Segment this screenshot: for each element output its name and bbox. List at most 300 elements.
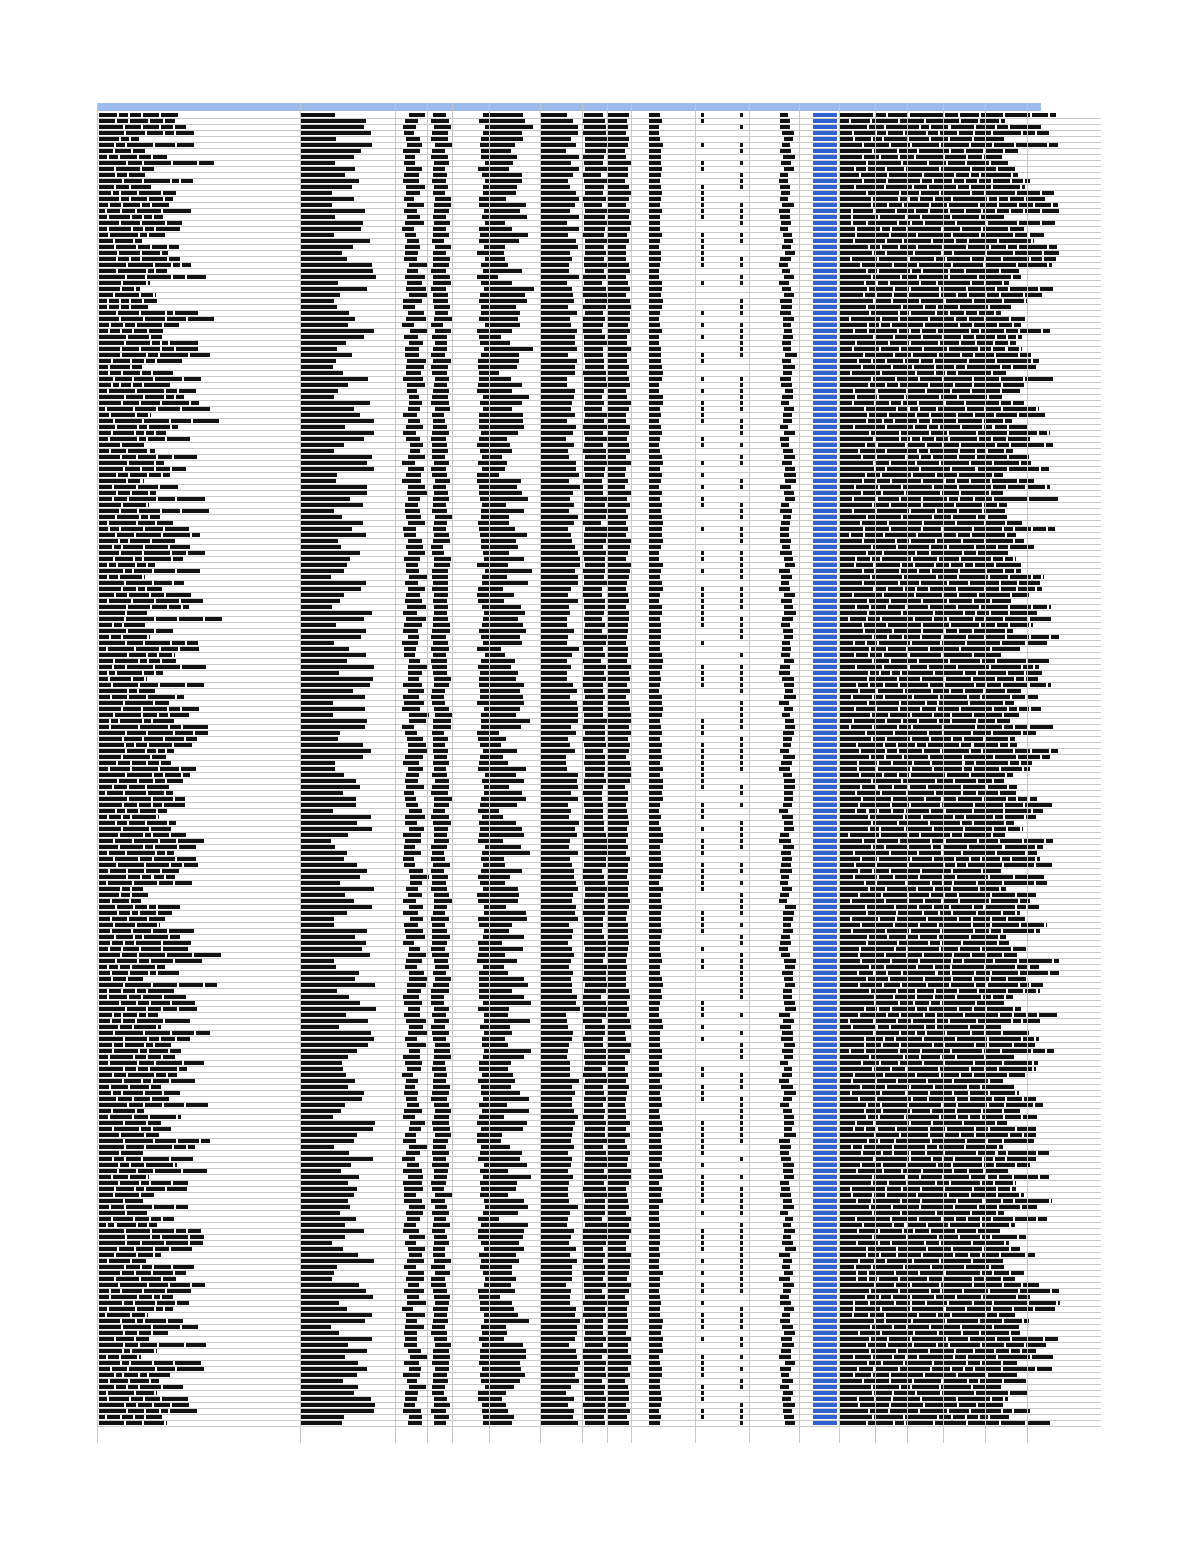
hyperlink-cell[interactable] [813,725,837,729]
hyperlink-cell[interactable] [813,359,837,363]
hyperlink-cell[interactable] [813,347,837,351]
text-glyphs [301,641,334,645]
text-glyphs [146,1163,173,1167]
number-glyphs [782,341,791,345]
hyperlink-cell[interactable] [813,389,837,393]
text-glyphs [997,719,1010,723]
hyperlink-cell[interactable] [813,635,837,639]
hyperlink-cell[interactable] [813,863,837,867]
hyperlink-cell[interactable] [813,131,837,135]
text-glyphs [840,191,866,195]
number-glyphs [783,449,793,453]
text-glyphs [480,827,522,831]
text-glyphs [118,311,140,315]
hyperlink-cell[interactable] [813,797,837,801]
hyperlink-cell[interactable] [813,1151,837,1155]
text-glyphs [953,1163,981,1167]
hyperlink-cell[interactable] [813,545,837,549]
hyperlink-cell[interactable] [813,407,837,411]
number-glyphs [649,923,661,927]
hyperlink-cell[interactable] [813,611,837,615]
hyperlink-cell[interactable] [813,965,837,969]
hyperlink-cell[interactable] [813,305,837,309]
text-glyphs [301,155,354,159]
number-glyphs [432,1187,444,1191]
hyperlink-cell[interactable] [813,335,837,339]
text-glyphs [119,113,128,117]
text-glyphs [110,203,122,207]
hyperlink-cell[interactable] [813,1001,837,1005]
text-glyphs [149,1223,156,1227]
hyperlink-cell[interactable] [813,179,837,183]
text-glyphs [946,839,977,843]
text-glyphs [840,1193,851,1197]
hyperlink-cell[interactable] [813,491,837,495]
hyperlink-cell[interactable] [813,461,837,465]
hyperlink-cell[interactable] [813,209,837,213]
hyperlink-cell[interactable] [813,539,837,543]
text-glyphs [125,1121,146,1125]
text-glyphs [541,797,578,801]
hyperlink-cell[interactable] [813,905,837,909]
hyperlink-cell[interactable] [813,701,837,705]
hyperlink-cell[interactable] [813,503,837,507]
text-glyphs [946,677,971,681]
number-glyphs [782,131,793,135]
hyperlink-cell[interactable] [813,1019,837,1023]
hyperlink-cell[interactable] [813,191,837,195]
hyperlink-cell[interactable] [813,845,837,849]
text-glyphs [99,233,108,237]
number-glyphs [779,671,790,675]
text-glyphs [928,983,950,987]
hyperlink-cell[interactable] [813,1187,837,1191]
text-glyphs [925,221,955,225]
hyperlink-cell[interactable] [813,1067,837,1071]
number-glyphs [701,569,704,573]
text-glyphs [584,161,603,165]
text-glyphs [911,287,939,291]
hyperlink-cell[interactable] [813,665,837,669]
hyperlink-cell[interactable] [813,323,837,327]
number-glyphs [433,419,445,423]
hyperlink-cell[interactable] [813,755,837,759]
hyperlink-cell[interactable] [813,923,837,927]
text-glyphs [972,533,1005,537]
hyperlink-cell[interactable] [813,599,837,603]
hyperlink-cell[interactable] [813,203,837,207]
hyperlink-cell[interactable] [813,653,837,657]
number-glyphs [433,863,450,867]
hyperlink-cell[interactable] [813,947,837,951]
text-glyphs [111,1205,124,1209]
hyperlink-cell[interactable] [813,551,837,555]
hyperlink-cell[interactable] [813,761,837,765]
hyperlink-cell[interactable] [813,401,837,405]
hyperlink-cell[interactable] [813,113,837,117]
hyperlink-cell[interactable] [813,569,837,573]
hyperlink-cell[interactable] [813,143,837,147]
hyperlink-cell[interactable] [813,773,837,777]
text-glyphs [161,647,177,651]
number-glyphs [403,1139,416,1143]
hyperlink-cell[interactable] [813,827,837,831]
text-glyphs [1019,413,1045,417]
hyperlink-cell[interactable] [813,857,837,861]
hyperlink-cell[interactable] [813,983,837,987]
hyperlink-cell[interactable] [813,1229,837,1233]
hyperlink-cell[interactable] [813,1031,837,1035]
hyperlink-cell[interactable] [813,671,837,675]
hyperlink-cell[interactable] [813,413,837,417]
hyperlink-cell[interactable] [813,1181,837,1185]
hyperlink-cell[interactable] [813,881,837,885]
hyperlink-cell[interactable] [813,1037,837,1041]
hyperlink-cell[interactable] [813,167,837,171]
text-glyphs [840,599,867,603]
hyperlink-cell[interactable] [813,557,837,561]
hyperlink-cell[interactable] [813,1013,837,1017]
text-glyphs [963,335,974,339]
text-glyphs [99,809,115,813]
hyperlink-cell[interactable] [813,587,837,591]
hyperlink-cell[interactable] [813,1103,837,1107]
text-glyphs [157,521,172,525]
hyperlink-cell[interactable] [813,173,837,177]
hyperlink-cell[interactable] [813,395,837,399]
text-glyphs [919,149,949,153]
text-glyphs [840,857,860,861]
number-glyphs [406,167,422,171]
hyperlink-cell[interactable] [813,1061,837,1065]
hyperlink-cell[interactable] [813,1091,837,1095]
hyperlink-cell[interactable] [813,911,837,915]
text-glyphs [887,251,913,255]
hyperlink-cell[interactable] [813,227,837,231]
hyperlink-cell[interactable] [813,1265,837,1269]
number-glyphs [701,923,704,927]
text-glyphs [1013,1019,1022,1023]
text-glyphs [114,1157,124,1161]
text-glyphs [1011,1271,1025,1275]
text-glyphs [541,113,567,117]
hyperlink-cell[interactable] [813,737,837,741]
hyperlink-cell[interactable] [813,887,837,891]
text-glyphs [911,773,945,777]
hyperlink-cell[interactable] [813,779,837,783]
hyperlink-cell[interactable] [813,257,837,261]
hyperlink-cell[interactable] [813,977,837,981]
hyperlink-cell[interactable] [813,929,837,933]
text-glyphs [993,1217,1012,1221]
hyperlink-cell[interactable] [813,1079,837,1083]
number-glyphs [404,1187,422,1191]
hyperlink-cell[interactable] [813,875,837,879]
hyperlink-cell[interactable] [813,1223,837,1227]
text-glyphs [143,713,157,717]
hyperlink-cell[interactable] [813,449,837,453]
text-glyphs [301,809,333,813]
hyperlink-cell[interactable] [813,683,837,687]
text-glyphs [900,317,928,321]
text-glyphs [149,743,172,747]
hyperlink-cell[interactable] [813,455,837,459]
hyperlink-cell[interactable] [813,851,837,855]
hyperlink-cell[interactable] [813,815,837,819]
hyperlink-cell[interactable] [813,1241,837,1245]
text-glyphs [301,1199,348,1203]
hyperlink-cell[interactable] [813,479,837,483]
hyperlink-cell[interactable] [813,509,837,513]
number-glyphs [740,179,743,183]
hyperlink-cell[interactable] [813,581,837,585]
hyperlink-cell[interactable] [813,1271,837,1275]
hyperlink-cell[interactable] [813,1211,837,1215]
text-glyphs [990,305,1011,309]
text-glyphs [301,197,354,201]
hyperlink-cell[interactable] [813,119,837,123]
hyperlink-cell[interactable] [813,311,837,315]
hyperlink-cell[interactable] [813,1055,837,1059]
hyperlink-cell[interactable] [813,221,837,225]
hyperlink-cell[interactable] [813,803,837,807]
hyperlink-cell[interactable] [813,767,837,771]
text-glyphs [541,371,575,375]
hyperlink-cell[interactable] [813,1169,837,1173]
hyperlink-cell[interactable] [813,239,837,243]
text-glyphs [151,335,161,339]
hyperlink-cell[interactable] [813,467,837,471]
hyperlink-cell[interactable] [813,329,837,333]
hyperlink-cell[interactable] [813,521,837,525]
hyperlink-cell[interactable] [813,1025,837,1029]
text-glyphs [607,149,625,153]
hyperlink-cell[interactable] [813,989,837,993]
hyperlink-cell[interactable] [813,263,837,267]
hyperlink-cell[interactable] [813,485,837,489]
hyperlink-cell[interactable] [813,197,837,201]
hyperlink-cell[interactable] [813,185,837,189]
hyperlink-cell[interactable] [813,617,837,621]
hyperlink-cell[interactable] [813,1097,837,1101]
text-glyphs [301,281,338,285]
hyperlink-cell[interactable] [813,1073,837,1077]
hyperlink-cell[interactable] [813,689,837,693]
text-glyphs [182,509,209,513]
hyperlink-cell[interactable] [813,251,837,255]
hyperlink-cell[interactable] [813,1043,837,1047]
number-glyphs [409,971,424,975]
hyperlink-cell[interactable] [813,1259,837,1263]
text-glyphs [960,113,979,117]
text-glyphs [172,179,178,183]
hyperlink-cell[interactable] [813,629,837,633]
hyperlink-cell[interactable] [813,215,837,219]
hyperlink-cell[interactable] [813,1253,837,1257]
hyperlink-cell[interactable] [813,299,837,303]
text-glyphs [99,431,111,435]
hyperlink-cell[interactable] [813,1049,837,1053]
text-glyphs [99,965,107,969]
hyperlink-cell[interactable] [813,971,837,975]
number-glyphs [649,1109,659,1113]
hyperlink-cell[interactable] [813,995,837,999]
hyperlink-cell[interactable] [813,695,837,699]
hyperlink-cell[interactable] [813,707,837,711]
hyperlink-cell[interactable] [813,941,837,945]
hyperlink-cell[interactable] [813,353,837,357]
hyperlink-cell[interactable] [813,473,837,477]
hyperlink-cell[interactable] [813,245,837,249]
hyperlink-cell[interactable] [813,149,837,153]
hyperlink-cell[interactable] [813,527,837,531]
text-glyphs [584,797,603,801]
text-glyphs [132,359,144,363]
text-glyphs [607,707,630,711]
text-glyphs [907,443,925,447]
text-glyphs [869,599,889,603]
hyperlink-cell[interactable] [813,1115,837,1119]
number-glyphs [408,497,420,501]
number-glyphs [701,473,704,477]
hyperlink-cell[interactable] [813,791,837,795]
text-glyphs [123,587,136,591]
hyperlink-cell[interactable] [813,125,837,129]
hyperlink-cell[interactable] [813,371,837,375]
hyperlink-cell[interactable] [813,605,837,609]
hyperlink-cell[interactable] [813,785,837,789]
hyperlink-cell[interactable] [813,731,837,735]
hyperlink-cell[interactable] [813,1139,837,1143]
hyperlink-cell[interactable] [813,713,837,717]
hyperlink-cell[interactable] [813,533,837,537]
text-glyphs [99,851,107,855]
hyperlink-cell[interactable] [813,1007,837,1011]
text-glyphs [898,1019,911,1023]
text-glyphs [963,539,985,543]
hyperlink-cell[interactable] [813,641,837,645]
hyperlink-cell[interactable] [813,917,837,921]
text-glyphs [115,149,131,153]
hyperlink-cell[interactable] [813,431,837,435]
hyperlink-cell[interactable] [813,563,837,567]
hyperlink-cell[interactable] [813,1127,837,1131]
number-glyphs [404,557,419,561]
hyperlink-cell[interactable] [813,1121,837,1125]
text-glyphs [153,797,173,801]
number-glyphs [701,755,704,759]
number-glyphs [740,653,743,657]
hyperlink-cell[interactable] [813,137,837,141]
hyperlink-cell[interactable] [813,341,837,345]
hyperlink-cell[interactable] [813,869,837,873]
hyperlink-cell[interactable] [813,647,837,651]
hyperlink-cell[interactable] [813,437,837,441]
hyperlink-cell[interactable] [813,287,837,291]
text-glyphs [99,659,113,663]
hyperlink-cell[interactable] [813,317,837,321]
text-glyphs [480,293,525,297]
number-glyphs [780,299,792,303]
hyperlink-cell[interactable] [813,1109,837,1113]
text-glyphs [607,839,626,843]
hyperlink-cell[interactable] [813,443,837,447]
hyperlink-cell[interactable] [813,275,837,279]
text-glyphs [584,935,603,939]
hyperlink-cell[interactable] [813,899,837,903]
text-glyphs [953,869,981,873]
hyperlink-cell[interactable] [813,293,837,297]
hyperlink-cell[interactable] [813,1277,837,1281]
hyperlink-cell[interactable] [813,1247,837,1251]
hyperlink-cell[interactable] [813,1217,837,1221]
hyperlink-cell[interactable] [813,623,837,627]
hyperlink-cell[interactable] [813,593,837,597]
hyperlink-cell[interactable] [813,1235,837,1239]
hyperlink-cell[interactable] [813,821,837,825]
text-glyphs [301,413,360,417]
text-glyphs [1017,1163,1030,1167]
hyperlink-cell[interactable] [813,743,837,747]
hyperlink-cell[interactable] [813,1133,837,1137]
text-glyphs [971,479,990,483]
text-glyphs [840,311,869,315]
hyperlink-cell[interactable] [813,419,837,423]
hyperlink-cell[interactable] [813,515,837,519]
hyperlink-cell[interactable] [813,893,837,897]
hyperlink-cell[interactable] [813,1193,837,1197]
hyperlink-cell[interactable] [813,839,837,843]
text-glyphs [477,479,521,483]
hyperlink-cell[interactable] [813,161,837,165]
hyperlink-cell[interactable] [813,1085,837,1089]
hyperlink-cell[interactable] [813,1145,837,1149]
hyperlink-cell[interactable] [813,1163,837,1167]
text-glyphs [941,191,970,195]
hyperlink-cell[interactable] [813,749,837,753]
hyperlink-cell[interactable] [813,377,837,381]
hyperlink-cell[interactable] [813,1175,837,1179]
text-glyphs [99,449,109,453]
hyperlink-cell[interactable] [813,833,837,837]
hyperlink-cell[interactable] [813,281,837,285]
text-glyphs [943,1217,953,1221]
hyperlink-cell[interactable] [813,1205,837,1209]
hyperlink-cell[interactable] [813,155,837,159]
hyperlink-cell[interactable] [813,383,837,387]
hyperlink-cell[interactable] [813,575,837,579]
hyperlink-cell[interactable] [813,1157,837,1161]
number-glyphs [649,941,660,945]
hyperlink-cell[interactable] [813,959,837,963]
hyperlink-cell[interactable] [813,1199,837,1203]
hyperlink-cell[interactable] [813,425,837,429]
hyperlink-cell[interactable] [813,233,837,237]
hyperlink-cell[interactable] [813,269,837,273]
hyperlink-cell[interactable] [813,365,837,369]
text-glyphs [924,173,955,177]
hyperlink-cell[interactable] [813,497,837,501]
hyperlink-cell[interactable] [813,935,837,939]
hyperlink-cell[interactable] [813,809,837,813]
hyperlink-cell[interactable] [813,953,837,957]
text-glyphs [301,131,371,135]
text-glyphs [875,461,889,465]
number-glyphs [784,1091,796,1095]
hyperlink-cell[interactable] [813,659,837,663]
hyperlink-cell[interactable] [813,677,837,681]
hyperlink-cell[interactable] [813,719,837,723]
